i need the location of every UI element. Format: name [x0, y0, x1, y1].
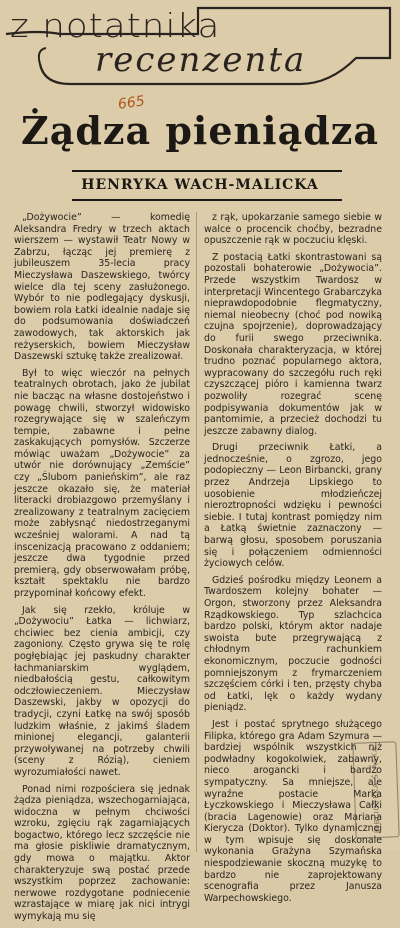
title-rule-top — [72, 170, 342, 172]
library-stamp — [352, 741, 399, 838]
paragraph: Drugi przeciwnik Łatki, a jednocześnie, o zgrozo, jego podopieczny — Leon Birbancki, grany przez Andrzeja Lipskiego to uosobienie młodzieńczej nieroztropności wdzięku i pewności siebie. I tutaj kontrast pomiędzy nim a Łatką świetnie zaznaczony — barwą głosu, sposobem poruszania się i połączeniem odmienności życiowych celów. — [204, 442, 382, 570]
paragraph: Był to więc wieczór na pełnych teatralnych obrotach, jako że jubilat nie bacząc na własne dostojeństwo i powagę chwili, stworzył widowisko rozegrywające się w szaleńczym tempie, zabawne i pełne zaskakujących pomysłów. Szczerze mówiąc uważam „Dożywocie” za utwór nie dorównujący „Zemście” czy „Ślubom panieńskim”, ale raz jeszcze okazało się, że materiał literacki drobiazgowo przemyślany i zrealizowany z teatralnym zacięciem może zabłysnąć niedostrzeganymi wcześniej walorami. A nad tą inscenizacją pracowano z oddaniem; jeszcze dwa tygodnie przed premierą, gdy obserwowałam próbę, kształt spektaklu nie bardzo przypominał końcowy efekt. — [14, 367, 190, 599]
paragraph: Jak się rzekło, króluje w „Dożywociu” Łatka — lichwiarz, chciwiec bez cienia ambicji, czy zagoniony. Często grywa się te rolę pogłębiając jej paskudny charakter łachmaniarskim wyglądem, niedbałością gestu, całkowitym odczłowieczeniem. Mieczysław Daszewski, jakby w opozycji do tradycji, czyni Łatkę na swój sposób ludzkim właśnie, z jakimś śladem minionej elegancji, galanterii przywoływanej na potrzeby chwili (sceny z Rózią), cieniem wyrozumiałości nawet. — [14, 604, 190, 778]
left-column — [14, 212, 190, 928]
paragraph: Ponad nimi rozpościera się jednak żądza pieniądza, wszechogarniająca, widoczna w pełnym chciwości wzroku, zgięciu rąk zagarniających bogactwo, którego lecz szczęście nie ma głosie piskliwie dramatycznym, gdy mowa o majątku. Aktor charakteryzuje swą postać przede wszystkim poprzez zachowanie: nerwowe rozdygotane podniecenie wzrastające w miarę jak nici intrygi wymykają mu się — [14, 783, 190, 923]
paragraph: „Dożywocie” — komedię Aleksandra Fredry w trzech aktach wierszem — wystawił Teatr Nowy w Zabrzu, łącząc jej premierę z jubileuszem 35-lecia pracy Mieczysława Daszewskiego, twórcy wielce dla tej sceny zasłużonego. Wybór to nie podlegający dyskusji, bowiem rola Łatki idealnie nadaje się do podsumowania doświadczeń zawodowych, tak aktorskich jak reżyserskich, bowiem Mieczysław Daszewski sztukę także zrealizował. — [14, 212, 190, 363]
paragraph: z rąk, upokarzanie samego siebie w walce o procencik choćby, bezradne opuszczenie rąk w poczuciu klęski. — [204, 212, 382, 247]
article-title: Żądza pieniądza — [20, 108, 379, 153]
paragraph: Jest i postać sprytnego służącego Filipka, którego gra Adam Szymura — bardziej wspólnik wszystkich niż podwładny kogokolwiek, zabawny, nieco arogancki i bardzo sympatyczny. Sa mniejsze, ale wyraźne postacie Marka Łyczkowskiego i Mieczysława Całki (bracia Lagenowie) oraz Mariana Kierycza (Doktor). Tylko dynamicznej w tym wpisuje się doskonale wykonania Grażyna Szymańska niespodziewanie skoczną muzykę to bardzo nie zaprojektowany scenografia przez Janusza Warpechowskiego. — [204, 718, 382, 904]
paragraph: Gdzieś pośrodku między Leonem a Twardoszem kolejny bohater — Orgon, stworzony przez Aleksandra Rządkowskiego. Typ szlachcica bardzo polski, którym aktor nadaje swoista bute przegrywającą z chłodnym rachunkiem ekonomicznym, poczucie godności pomniejszonym z frymarczeniem szczęściem córki i ten, przęsty chyba od Łatki, lęk o każdy wydany pieniądz. — [204, 574, 382, 714]
rubric-top-text: z notatnika — [10, 6, 221, 45]
title-rule-bottom — [72, 199, 342, 201]
rubric-header — [0, 0, 400, 82]
article-author: HENRYKA WACH-MALICKA — [81, 177, 319, 193]
handwritten-number: 665 — [117, 93, 146, 113]
rubric-bottom-text: recenzenta — [95, 40, 307, 80]
stamp-text: BIBLIOTEKA ŚLĄSKA — [370, 746, 382, 834]
paragraph: Z postacią Łatki skontrastowani są pozostali bohaterowie „Dożywocia”. Przede wszystkim Twardosz w interpretacji Wincentego Grabarczyka nieprawdopodobnie flegmatyczny, niemal nieobecny (choć pod nowiką czujna spojrzenie), doprowadzający do furii swego przeciwnika. Doskonała charakteryzacja, w której trudno poznać popularnego aktora, wypracowany do szczegółu ruch ręki czyszczącej pióro i kamienna twarz pozwoliły rozegrać scenę podpisywania dokumentów jak w pantomimie, a przecież dochodzi tu jeszcze zabawny dialog. — [204, 251, 382, 437]
column-divider — [196, 212, 197, 852]
